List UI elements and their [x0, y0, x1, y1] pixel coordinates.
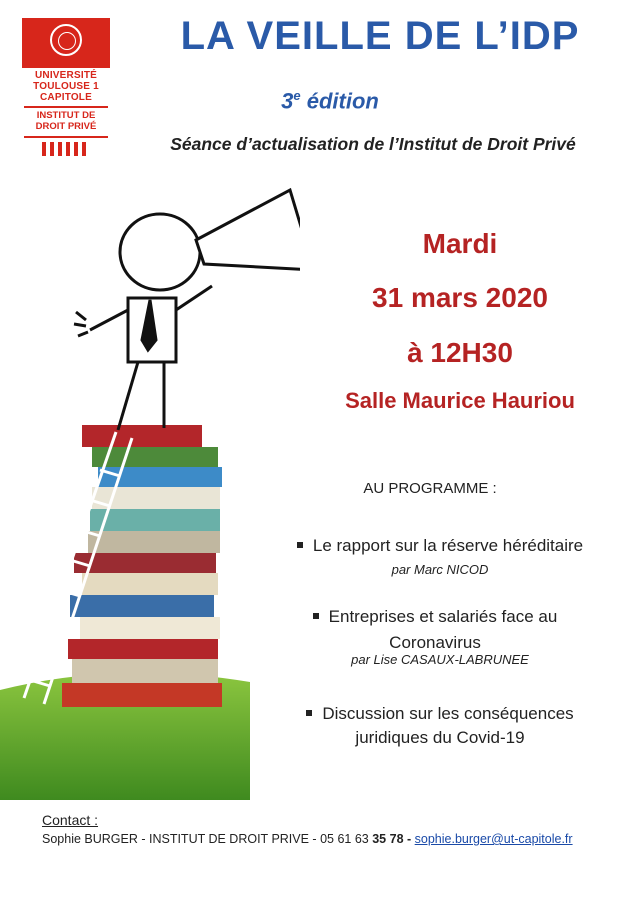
edition-number: 3 [281, 88, 294, 114]
contact-name-org: Sophie BURGER - INSTITUT DE DROIT PRIVE - [42, 832, 317, 846]
logo-line-4: INSTITUT DE [36, 110, 96, 121]
logo-line-5: DROIT PRIVÉ [35, 121, 97, 132]
program-speaker: par Lise CASAUX-LABRUNEE [351, 652, 529, 667]
logo-university-text [22, 70, 110, 103]
logo-line-1: UNIVERSITÉ [34, 70, 97, 81]
program-item-title: Le rapport sur la réserve héréditaire [312, 536, 584, 555]
illustration [0, 160, 300, 800]
event-room: Salle Maurice Hauriou [345, 388, 575, 413]
university-logo [22, 18, 110, 158]
program-item [260, 536, 620, 556]
logo-divider [24, 106, 108, 108]
bullet-icon [306, 710, 312, 716]
contact-phone: 05 61 63 [320, 832, 369, 846]
columns-icon [26, 142, 106, 156]
program-item-title: Discussion sur les conséquences [322, 704, 574, 723]
contact-label: Contact : [42, 812, 99, 828]
program-speaker: par Marc NICOD [391, 562, 489, 577]
contact-separator: - [407, 832, 412, 846]
contact-details [42, 832, 573, 846]
logo-line-3: CAPITOLE [40, 92, 92, 103]
logo-line-2: TOULOUSE 1 [33, 81, 99, 92]
logo-divider [24, 136, 108, 138]
event-time: à 12H30 [407, 337, 513, 368]
event-date: 31 mars 2020 [372, 282, 548, 313]
event-day: Mardi [422, 228, 498, 259]
edition-label [200, 88, 460, 114]
program-heading: AU PROGRAMME : [363, 480, 497, 497]
bullet-icon [313, 613, 319, 619]
megaphone-icon [196, 180, 300, 270]
stick-figure [74, 214, 212, 430]
page-title: LA VEILLE DE L’IDP [180, 14, 580, 58]
subtitle: Séance d’actualisation de l’Institut de Droit Privé [170, 134, 576, 154]
program-item-title: Entreprises et salariés face au [328, 607, 558, 626]
edition-suffix: e [293, 88, 301, 103]
logo-institute-text [22, 110, 110, 132]
contact-email-link[interactable]: sophie.burger@ut-capitole.fr [414, 832, 573, 846]
program-item-title-cont: Coronavirus [389, 633, 481, 652]
seal-icon [50, 24, 82, 56]
edition-word: édition [306, 88, 379, 114]
program-item [270, 604, 600, 656]
program-item-title-cont: juridiques du Covid-19 [355, 728, 525, 747]
bullet-icon [297, 542, 303, 548]
program-item [270, 702, 610, 750]
contact-phone-bold: 35 78 [372, 832, 404, 846]
